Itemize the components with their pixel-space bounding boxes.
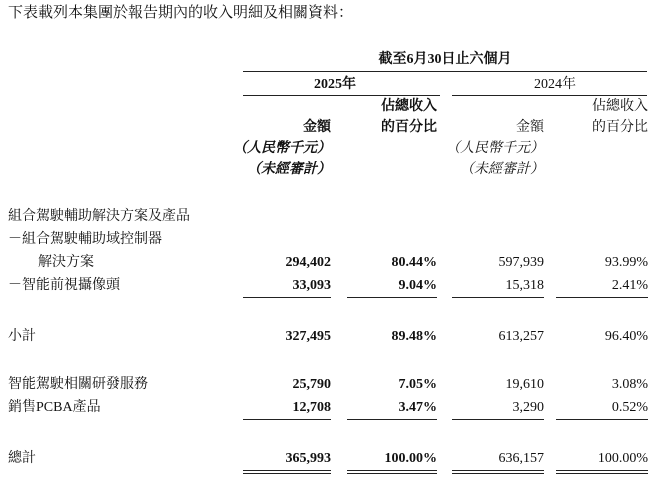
domain-controller-amount-2025: 294,402	[285, 255, 331, 270]
rnd-pct-2024: 3.08%	[611, 377, 648, 392]
total-amount-2025: 365,993	[285, 451, 331, 466]
total-double-rule-p24	[556, 470, 648, 474]
group-heading: 組合駕駛輔助解決方案及產品	[8, 209, 190, 224]
year-2025-header: 2025年	[314, 77, 356, 92]
year-2024-underline	[452, 95, 647, 96]
subtotal-label: 小計	[8, 329, 36, 344]
camera-amount-2025: 33,093	[292, 278, 331, 293]
subtotal-rule-p24	[556, 297, 648, 298]
subtotal-rule-a24	[452, 297, 544, 298]
pcba-pct-2024: 0.52%	[611, 400, 648, 415]
camera-label: －智能前視攝像頭	[8, 278, 120, 293]
amount-2025-audit: （未經審計）	[247, 162, 331, 177]
subtotal-pct-2025: 89.48%	[391, 329, 437, 344]
subtotal-rule-a25	[243, 297, 331, 298]
total-rule-a25	[243, 419, 331, 420]
total-double-rule-a24	[452, 470, 544, 474]
amount-2024-header: 金額	[516, 120, 544, 135]
pcba-amount-2025: 12,708	[292, 400, 331, 415]
total-rule-p24	[556, 419, 648, 420]
total-pct-2024: 100.00%	[597, 451, 648, 466]
pcba-amount-2024: 3,290	[512, 400, 544, 415]
total-rule-p25	[347, 419, 437, 420]
subtotal-pct-2024: 96.40%	[604, 329, 648, 344]
total-label: 總計	[8, 451, 36, 466]
subtotal-rule-p25	[347, 297, 437, 298]
amount-2024-audit: （未經審計）	[460, 162, 544, 177]
year-2024-header: 2024年	[534, 77, 576, 92]
rnd-amount-2024: 19,610	[505, 377, 544, 392]
pcba-pct-2025: 3.47%	[398, 400, 437, 415]
camera-pct-2025: 9.04%	[398, 278, 437, 293]
subtotal-amount-2025: 327,495	[285, 329, 331, 344]
pct-2024-header-line2: 的百分比	[592, 120, 648, 135]
total-amount-2024: 636,157	[498, 451, 544, 466]
camera-amount-2024: 15,318	[505, 278, 544, 293]
domain-controller-pct-2024: 93.99%	[604, 255, 648, 270]
period-header: 截至6月30日止六個月	[378, 52, 512, 67]
year-2025-underline	[243, 95, 440, 96]
rnd-label: 智能駕駛相關研發服務	[8, 377, 148, 392]
pct-2025-header-line2: 的百分比	[381, 120, 437, 135]
domain-controller-pct-2025: 80.44%	[391, 255, 437, 270]
total-double-rule-a25	[243, 470, 331, 474]
rnd-amount-2025: 25,790	[292, 377, 331, 392]
amount-2025-unit: （人民幣千元）	[233, 141, 331, 156]
subtotal-amount-2024: 613,257	[498, 329, 544, 344]
domain-controller-label-line2: 解決方案	[38, 255, 94, 270]
pcba-label: 銷售PCBA產品	[8, 400, 101, 415]
domain-controller-label-line1: －組合駕駛輔助域控制器	[8, 232, 162, 247]
total-pct-2025: 100.00%	[384, 451, 437, 466]
total-rule-a24	[452, 419, 544, 420]
total-double-rule-p25	[347, 470, 437, 474]
amount-2025-header: 金額	[303, 120, 331, 135]
pct-2025-header-line1: 佔總收入	[381, 99, 437, 114]
camera-pct-2024: 2.41%	[611, 278, 648, 293]
rnd-pct-2025: 7.05%	[398, 377, 437, 392]
pct-2024-header-line1: 佔總收入	[592, 99, 648, 114]
intro-text: 下表載列本集團於報告期內的收入明細及相關資料：	[8, 5, 354, 21]
domain-controller-amount-2024: 597,939	[498, 255, 544, 270]
period-underline	[243, 71, 647, 72]
amount-2024-unit: （人民幣千元）	[446, 141, 544, 156]
